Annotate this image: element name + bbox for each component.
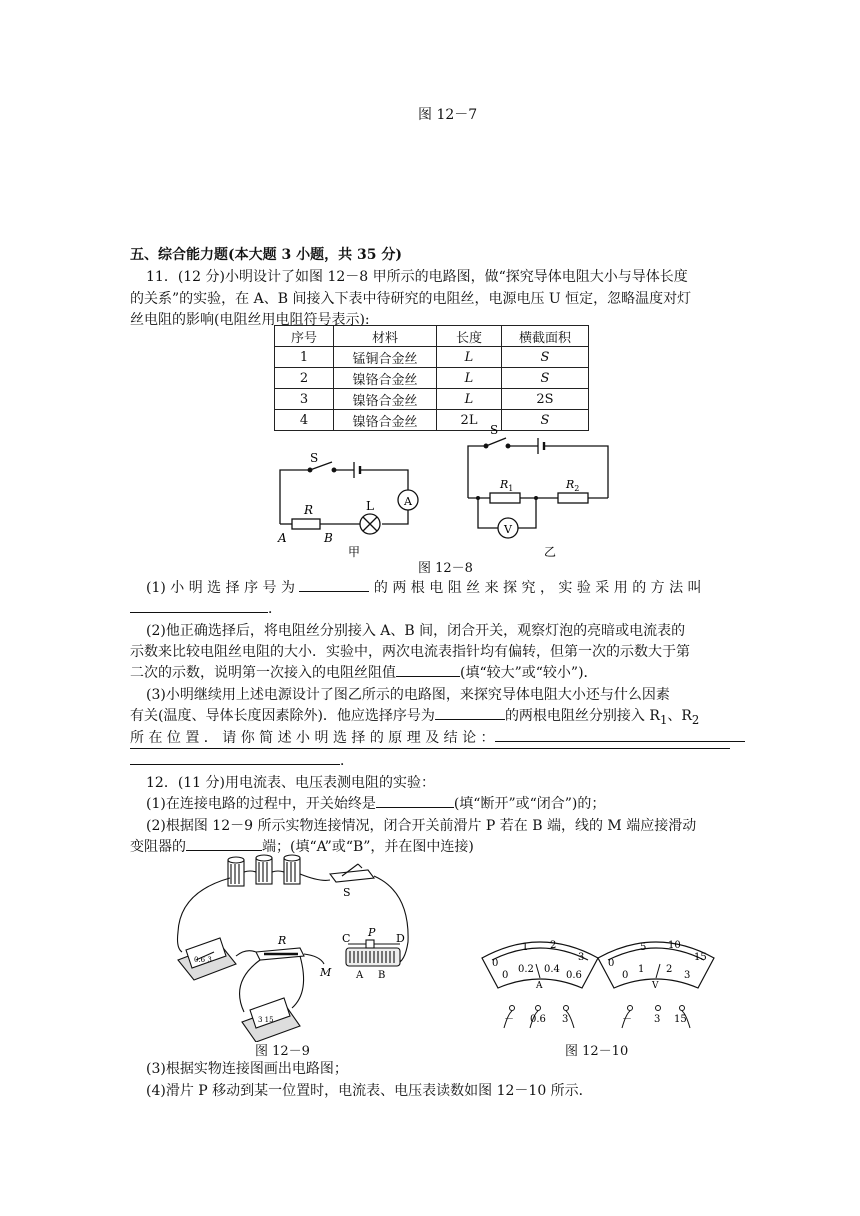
- table-row: [275, 389, 589, 410]
- battery-cell: [284, 855, 300, 884]
- voltmeter-inner-0: 0: [622, 970, 629, 981]
- ammeter-tick-1: 1: [522, 942, 529, 953]
- q12-part2-text-a: 变阻器的: [130, 839, 186, 855]
- table-cell: L: [437, 347, 502, 368]
- label-R2: $R_2$: [566, 478, 580, 493]
- q11-intro-line2: 的关系”的实验，在 A、B 间接入下表中待研究的电阻丝，电源电压 U 恒定，忽略温度对灯: [130, 291, 692, 307]
- table-row: [275, 368, 589, 389]
- ammeter-inner-3: 0.6: [566, 970, 582, 981]
- ammeter-unit: A: [536, 981, 543, 991]
- ammeter-tick-2: 2: [550, 940, 557, 951]
- figure-caption-12-10: 图 12－10: [565, 1044, 629, 1059]
- answer-blank-8[interactable]: [376, 793, 454, 808]
- voltmeter-tick-0: 0: [608, 958, 615, 969]
- table-cell: 3: [275, 389, 334, 410]
- voltmeter-unit: V: [652, 981, 659, 991]
- q12-part1: [146, 793, 730, 815]
- label-R1: $R_1$: [500, 478, 514, 493]
- subscript-1: 1: [659, 712, 668, 727]
- q11-part3-text-a: 有关(温度、导体长度因素除外)．他应选择序号为: [130, 708, 435, 724]
- label-yi: 乙: [544, 545, 557, 559]
- q11-part1-text-a: (1) 小 明 选 择 序 号 为: [146, 580, 295, 596]
- q12-intro: 12．(11 分)用电流表、电压表测电阻的实验：: [146, 775, 436, 791]
- meter-readings-figure-12-10: [478, 928, 718, 1040]
- label-switch-S: S: [343, 886, 351, 899]
- ammeter-tick-3: 3: [578, 952, 585, 963]
- q11-part2-line2: 示数来比较电阻丝电阻的大小．实验中，两次电流表指针均有偏转，但第一次的示数大于第: [130, 644, 690, 660]
- resistor-R: [256, 948, 304, 960]
- table-cell: 镍铬合金丝: [334, 368, 437, 389]
- answer-blank-4[interactable]: [435, 705, 505, 720]
- figure-caption-12-8: 图 12－8: [418, 561, 473, 576]
- q11-part3-text-c: 、R: [667, 708, 692, 724]
- table-cell: 2: [275, 368, 334, 389]
- circuit-diagram-jia: [270, 452, 440, 560]
- table-cell: 1: [275, 347, 334, 368]
- label-B: B: [378, 970, 386, 981]
- ammeter-term-3: 3: [562, 1014, 569, 1025]
- label-point-A: A: [278, 531, 287, 545]
- table-header-cell: 材料: [334, 326, 437, 347]
- answer-blank-2[interactable]: [130, 598, 268, 613]
- subscript-2: 2: [691, 712, 700, 727]
- ammeter-scale-label: 0.6 3: [194, 956, 212, 964]
- label-P: P: [368, 926, 376, 939]
- voltmeter-scale-label: 3 15: [258, 1016, 274, 1024]
- ammeter-inner-2: 0.4: [544, 964, 560, 975]
- circuit-diagram-yi: [462, 424, 622, 560]
- voltmeter-term-3: 3: [654, 1014, 661, 1025]
- ammeter-inner-1: 0.2: [518, 964, 534, 975]
- table-header-cell: 长度: [437, 326, 502, 347]
- label-C: C: [342, 932, 351, 945]
- q12-part2-text-b: 端；(填“A”或“B”，并在图中连接): [262, 839, 474, 855]
- voltmeter-tick-5: 5: [640, 942, 647, 953]
- voltmeter-inner-3: 3: [684, 970, 691, 981]
- table-header-cell: 横截面积: [502, 326, 589, 347]
- voltmeter-term-neg: －: [622, 1014, 632, 1025]
- q12-part3: (3)根据实物连接图画出电路图；: [146, 1061, 348, 1077]
- materials-table: [274, 325, 589, 431]
- answer-blank-9[interactable]: [186, 836, 262, 851]
- ammeter-term-06: 0.6: [530, 1014, 546, 1025]
- q11-part2-line1: (2)他正确选择后，将电阻丝分别接入 A、B 间，闭合开关，观察灯泡的亮暗或电流表的: [146, 623, 686, 639]
- answer-blank-7[interactable]: [130, 750, 340, 765]
- answer-blank-3[interactable]: [396, 662, 460, 677]
- table-cell: 4: [275, 410, 334, 431]
- figure-caption-12-9: 图 12－9: [255, 1044, 310, 1059]
- table-cell: L: [437, 389, 502, 410]
- table-cell: L: [437, 368, 502, 389]
- label-point-B: B: [324, 531, 333, 545]
- label-A: A: [356, 970, 364, 981]
- voltmeter-symbol-label: V: [504, 523, 512, 536]
- ammeter-inner-0: 0: [502, 970, 509, 981]
- voltmeter-term-15: 15: [674, 1014, 687, 1025]
- table-cell: 镍铬合金丝: [334, 389, 437, 410]
- ammeter-symbol-label: A: [404, 495, 412, 508]
- q11-part3-end: ．: [340, 753, 354, 769]
- voltmeter-inner-1: 1: [638, 964, 645, 975]
- table-cell: S: [502, 368, 589, 389]
- label-switch-S: S: [310, 452, 319, 465]
- answer-line-6[interactable]: [130, 748, 730, 749]
- table-cell: 镍铬合金丝: [334, 410, 437, 431]
- q11-part1-line2: [130, 598, 730, 620]
- table-header-row: [275, 326, 589, 347]
- voltmeter-tick-15: 15: [694, 952, 707, 963]
- label-M: M: [320, 966, 332, 979]
- voltmeter-inner-2: 2: [666, 964, 673, 975]
- battery-cell: [256, 855, 272, 884]
- q12-part1-text-a: (1)在连接电路的过程中，开关始终是: [146, 796, 376, 812]
- label-switch-S: S: [490, 424, 499, 437]
- q11-part2-text-b: (填“较大”或“较小”)．: [460, 665, 598, 681]
- table-header-cell: 序号: [275, 326, 334, 347]
- q11-part1-end: ．: [268, 601, 282, 617]
- q11-part3-line5: [130, 750, 730, 772]
- figure-caption-12-7: 图 12－7: [418, 107, 478, 123]
- label-D: D: [396, 932, 405, 945]
- knife-switch: [330, 864, 374, 882]
- ammeter-term-neg: －: [504, 1014, 514, 1025]
- battery-cell: [228, 857, 244, 886]
- section-title: 五、综合能力题(本大题 3 小题，共 35 分): [130, 247, 402, 263]
- label-jia: 甲: [348, 545, 361, 559]
- label-resistor-R: R: [304, 503, 314, 517]
- q11-intro-line1: 11．(12 分)小明设计了如图 12－8 甲所示的电路图，做“探究导体电阻大小与导体长度: [146, 269, 688, 285]
- voltmeter-tick-10: 10: [668, 940, 681, 951]
- physical-circuit-figure-12-9: [160, 852, 430, 1042]
- answer-blank-1[interactable]: [299, 577, 369, 592]
- table-cell: 2S: [502, 389, 589, 410]
- q11-part3-text-d: 所 在 位 置 ． 请 你 简 述 小 明 选 择 的 原 理 及 结 论 ：: [130, 730, 495, 746]
- q11-part1-line1: [146, 577, 730, 599]
- q12-part2-line1: (2)根据图 12－9 所示实物连接情况，闭合开关前滑片 P 若在 B 端，线的 M 端应接滑动: [146, 818, 697, 834]
- answer-blank-5[interactable]: [495, 727, 745, 742]
- sliding-rheostat: [346, 940, 400, 966]
- table-cell: S: [502, 410, 589, 431]
- q11-intro-line3: 丝电阻的影响(电阻丝用电阻符号表示):: [130, 312, 370, 328]
- table-cell: 锰铜合金丝: [334, 347, 437, 368]
- q12-part1-text-b: (填“断开”或“闭合”)的；: [453, 796, 606, 812]
- label-lamp-L: L: [366, 499, 374, 513]
- label-R: R: [278, 934, 287, 947]
- table-row: [275, 347, 589, 368]
- table-cell: 2L: [437, 410, 502, 431]
- q11-part1-text-b: 的 两 根 电 阻 丝 来 探 究 ， 实 验 采 用 的 方 法 叫: [373, 580, 702, 596]
- table-cell: S: [502, 347, 589, 368]
- q11-part2-line3: [130, 662, 730, 684]
- q11-part3-line3: [130, 727, 730, 749]
- q11-part3-line1: (3)小明继续用上述电源设计了图乙所示的电路图，来探究导体电阻大小还与什么因素: [146, 687, 670, 703]
- ammeter-tick-0: 0: [492, 958, 499, 969]
- q11-part3-text-b: 的两根电阻丝分别接入 R: [504, 708, 660, 724]
- q11-part2-text-a: 二次的示数，说明第一次接入的电阻丝阻值: [130, 665, 396, 681]
- q12-part4: (4)滑片 P 移动到某一位置时，电流表、电压表读数如图 12－10 所示．: [146, 1083, 593, 1099]
